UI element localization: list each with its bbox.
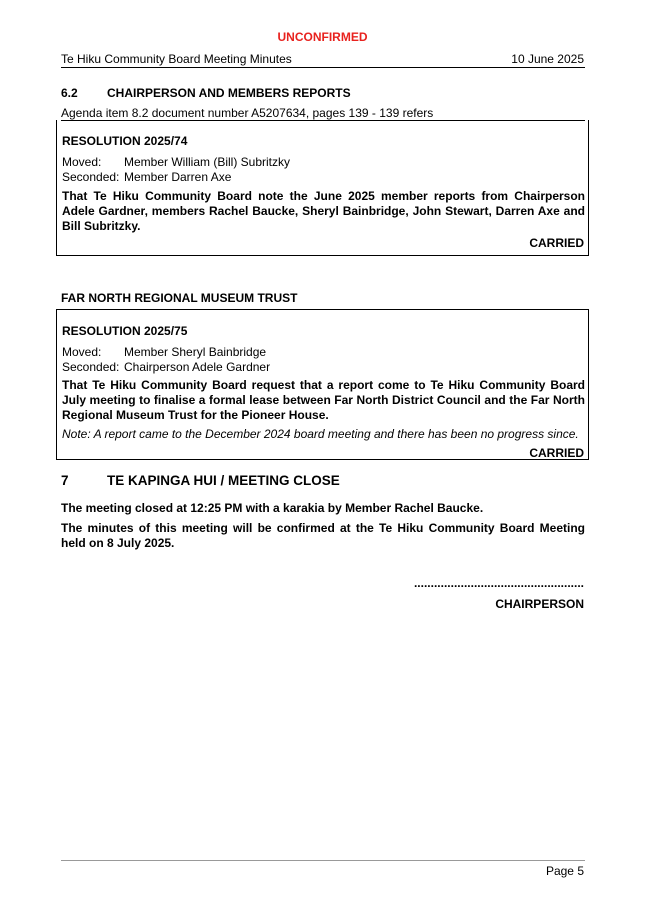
header-divider (61, 67, 585, 68)
seconded-value: Member Darren Axe (124, 170, 232, 184)
signature-line: ................................................... (413, 576, 584, 590)
minutes-confirm-text: The minutes of this meeting will be confirmed at the Te Hiku Community Board Meeting held on 8 July 2025. (61, 521, 585, 550)
seconded-row (62, 170, 231, 184)
moved-row (62, 155, 290, 169)
section-number: 7 (61, 473, 69, 488)
seconded-row (62, 360, 270, 374)
section-title: TE KAPINGA HUI / MEETING CLOSE (107, 473, 340, 488)
seconded-value: Chairperson Adele Gardner (124, 360, 271, 374)
resolution-text: That Te Hiku Community Board request that a report come to Te Hiku Community Board July meeting to finalise a formal lease between Far North District Council and the Far North Regional Museum Trust for the Pioneer House. (62, 378, 585, 422)
resolution-text: That Te Hiku Community Board note the June 2025 member reports from Chairperson Adele Gardner, members Rachel Baucke, Sheryl Bainbridge, John Stewart, Darren Axe and Bill Subritzky. (62, 189, 585, 233)
moved-value: Member William (Bill) Subritzky (124, 155, 291, 169)
moved-row (62, 345, 266, 359)
resolution-box (56, 120, 589, 256)
unconfirmed-watermark: UNCONFIRMED (277, 30, 368, 44)
resolution-title: RESOLUTION 2025/74 (62, 134, 188, 148)
moved-label: Moved: (62, 155, 102, 169)
moved-value: Member Sheryl Bainbridge (124, 345, 267, 359)
section-number: 6.2 (61, 86, 78, 100)
seconded-label: Seconded: (62, 170, 120, 184)
section-title: FAR NORTH REGIONAL MUSEUM TRUST (61, 291, 298, 305)
section-title: CHAIRPERSON AND MEMBERS REPORTS (107, 86, 351, 100)
footer-divider (61, 860, 585, 861)
resolution-note: Note: A report came to the December 2024 board meeting and there has been no progress since. (62, 427, 579, 441)
resolution-title: RESOLUTION 2025/75 (62, 324, 188, 338)
carried-status: CARRIED (529, 236, 584, 250)
moved-label: Moved: (62, 345, 102, 359)
page-number: Page 5 (545, 864, 584, 878)
carried-status: CARRIED (529, 446, 584, 460)
meeting-closed-text: The meeting closed at 12:25 PM with a karakia by Member Rachel Baucke. (61, 501, 484, 515)
agenda-reference: Agenda item 8.2 document number A5207634, pages 139 - 139 refers (61, 106, 434, 120)
header-title: Te Hiku Community Board Meeting Minutes (61, 52, 292, 66)
resolution-box (56, 309, 589, 460)
seconded-label: Seconded: (62, 360, 120, 374)
header-date: 10 June 2025 (511, 52, 584, 66)
signature-label: CHAIRPERSON (495, 597, 584, 611)
